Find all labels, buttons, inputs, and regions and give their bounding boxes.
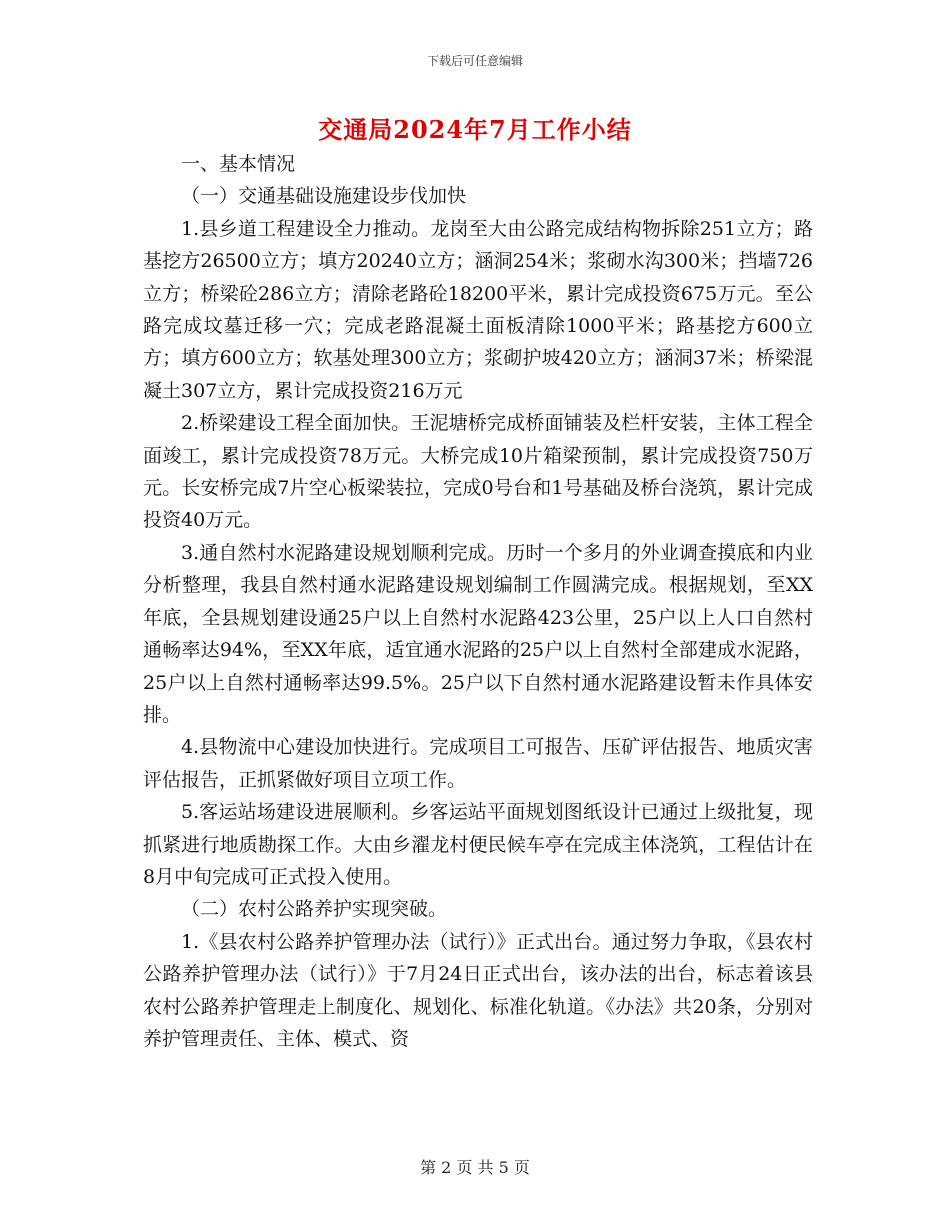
paragraph-village-road: 3.通自然村水泥路建设规划顺利完成。历时一个多月的外业调查摸底和内业分析整理，我县自然村通水泥路建设规划编制工作圆满完成。根据规划，至XX年底，全县规划建设通25户以上自然村水泥路423公里，25户以上人口自然村通畅率达94%，至XX年底，适宜通水泥路的25户以上自然村全部建成水泥路，25户以上自然村通畅率达99.5%。25户以下自然村通水泥路建设暂未作具体安排。 xyxy=(143,541,813,726)
paragraph-county-road: 1.县乡道工程建设全力推动。龙岗至大由公路完成结构物拆除251立方；路基挖方26500立方；填方20240立方；涵洞254米；浆砌水沟300米；挡墙726立方；桥梁砼286立方；清除老路砼18200平米，累计完成投资675万元。至公路完成坟墓迁移一穴；完成老路混凝土面板清除1000平米；路基挖方600立方；填方600立方；软基处理300立方；浆砌护坡420立方；涵洞37米；桥梁混凝土307立方，累计完成投资216万元 xyxy=(143,217,813,402)
document-title: 交通局2024年7月工作小结 xyxy=(318,115,632,144)
page-header: 下载后可任意编辑 xyxy=(426,54,523,68)
page-footer: 第 2 页 共 5 页 xyxy=(420,1158,530,1177)
section-heading-basic: 一、基本情况 xyxy=(181,153,296,175)
paragraph-maintenance-rules: 1.《县农村公路养护管理办法（试行）》正式出台。通过努力争取，《县农村公路养护管理办法（试行）》于7月24日正式出台，该办法的出台，标志着该县农村公路养护管理走上制度化、规划化、标准化轨道。《办法》共20条，分别对养护管理责任、主体、模式、资 xyxy=(143,930,813,1050)
subsection-heading-maintenance: （二）农村公路养护实现突破。 xyxy=(181,898,448,921)
paragraph-bridge: 2.桥梁建设工程全面加快。王泥塘桥完成桥面铺装及栏杆安装，主体工程全面竣工，累计完成投资78万元。大桥完成10片箱梁预制，累计完成投资750万元。长安桥完成7片空心板梁装拉，完成0号台和1号基础及桥台浇筑，累计完成投资40万元。 xyxy=(143,412,813,532)
paragraph-logistics: 4.县物流中心建设加快进行。完成项目工可报告、压矿评估报告、地质灾害评估报告，正抓紧做好项目立项工作。 xyxy=(143,736,813,791)
subsection-heading-infrastructure: （一）交通基础设施建设步伐加快 xyxy=(181,185,467,208)
document-body xyxy=(143,148,813,1055)
paragraph-bus-station: 5.客运站场建设进展顺利。乡客运站平面规划图纸设计已通过上级批复，现抓紧进行地质勘探工作。大由乡濯龙村便民候车亭在完成主体浇筑，工程估计在8月中旬完成可正式投入使用。 xyxy=(143,801,813,888)
